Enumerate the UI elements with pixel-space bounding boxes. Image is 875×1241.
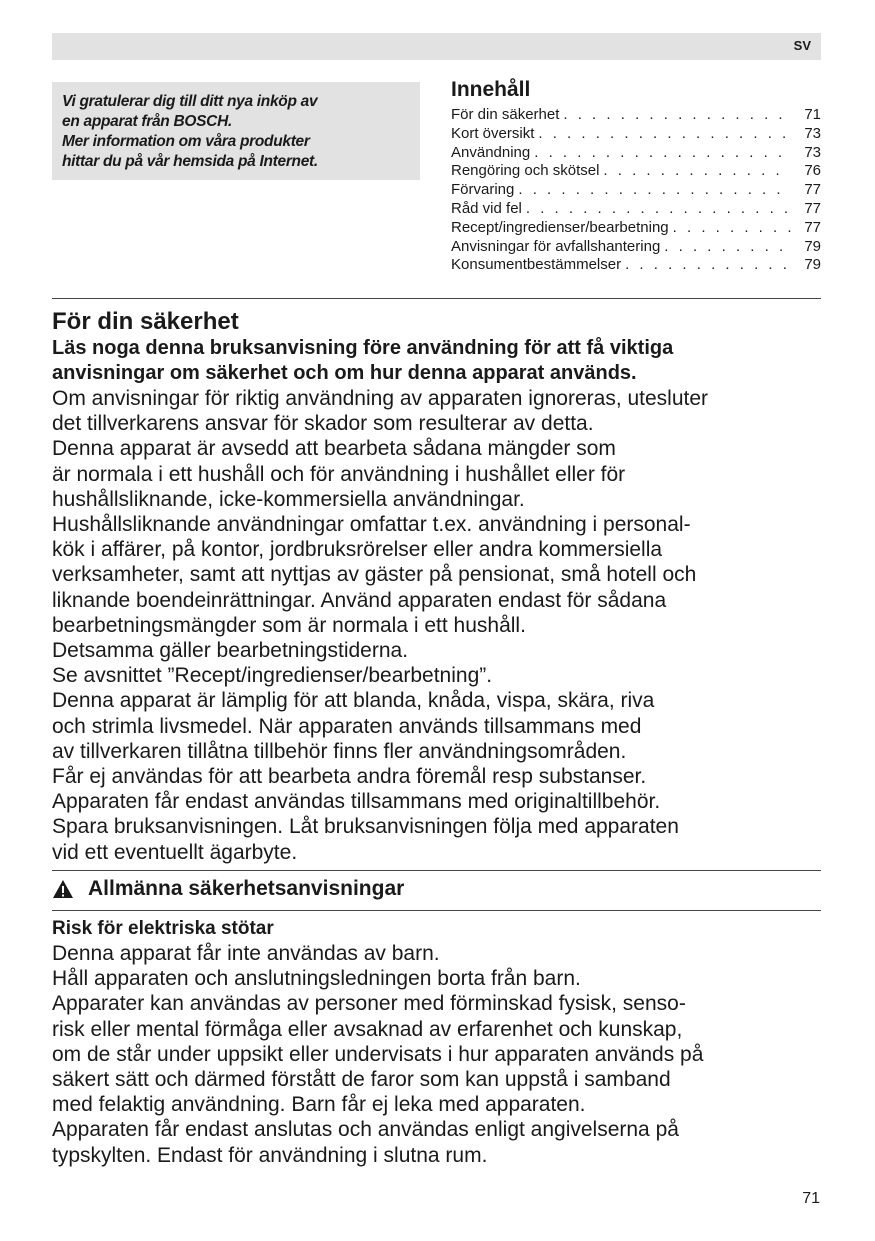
toc-item-page: 79 — [804, 237, 821, 255]
body-line: Denna apparat får inte användas av barn. — [52, 942, 440, 965]
toc-item-label: Användning — [451, 143, 531, 161]
toc-item-page: 73 — [804, 143, 821, 161]
lead-line: anvisningar om säkerhet och om hur denna apparat används. — [52, 362, 637, 384]
body-line: Detsamma gäller bearbetningstiderna. — [52, 639, 409, 663]
toc-item[interactable] — [451, 238, 821, 257]
intro-line: Mer information om våra produkter — [62, 133, 310, 150]
toc-leader — [664, 238, 791, 257]
toc-leader — [673, 219, 791, 238]
body-line: bearbetningsmängder som är normala i ett hushåll. — [52, 613, 526, 637]
toc-leader — [563, 106, 791, 125]
toc-item[interactable] — [451, 256, 821, 275]
toc-leader — [603, 162, 791, 181]
toc-item-label: Anvisningar för avfallshantering — [451, 237, 661, 255]
toc-leader — [534, 144, 791, 163]
toc-item[interactable] — [451, 200, 821, 219]
body-line: säkert sätt och därmed förstått de faror som kan uppstå i samband — [52, 1068, 671, 1092]
body-line: Håll apparaten och anslutningsledningen borta från barn. — [52, 967, 581, 991]
body-line: typskylten. Endast för användning i slutna rum. — [52, 1143, 488, 1167]
body-line: Denna apparat är lämplig för att blanda, knåda, vispa, skära, riva — [52, 689, 655, 713]
section-divider — [52, 910, 821, 911]
section-title: För din säkerhet — [52, 308, 239, 335]
toc-leader — [538, 125, 791, 144]
body-line: Apparaten får endast anslutas och användas enligt angivelserna på — [52, 1118, 679, 1142]
language-code: SV — [793, 38, 811, 53]
general-safety-title: Allmänna säkerhetsanvisningar — [88, 877, 405, 900]
section-divider — [52, 298, 821, 299]
warning-icon — [52, 879, 74, 899]
body-line: Se avsnittet ”Recept/ingredienser/bearbetning”. — [52, 664, 493, 688]
body-line: om de står under uppsikt eller undervisats i hur apparaten används på — [52, 1042, 704, 1066]
toc-item-page: 77 — [804, 181, 821, 199]
toc-item[interactable] — [451, 106, 821, 125]
body-line: hushållsliknande, icke-kommersiella användningar. — [52, 487, 525, 511]
body-line: liknande boendeinrättningar. Använd apparaten endast för sådana — [52, 588, 667, 612]
toc-item-page: 71 — [804, 106, 821, 123]
intro-box — [52, 82, 420, 180]
toc-leader — [625, 256, 791, 275]
toc-item-label: Konsumentbestämmelser — [451, 256, 622, 274]
toc-item[interactable] — [451, 125, 821, 144]
body-line: och strimla livsmedel. När apparaten används tillsammans med — [52, 714, 642, 738]
toc-item[interactable] — [451, 162, 821, 181]
toc-item-page: 76 — [804, 162, 821, 180]
page-number: 71 — [802, 1190, 820, 1207]
toc-item-page: 73 — [804, 124, 821, 142]
body-line: Får ej användas för att bearbeta andra föremål resp substanser. — [52, 765, 647, 789]
language-bar — [52, 33, 821, 60]
toc-item-page: 77 — [804, 218, 821, 236]
table-of-contents — [451, 78, 821, 275]
section-divider — [52, 870, 821, 871]
body-line: av tillverkaren tillåtna tillbehör finns fler användningsområden. — [52, 739, 627, 763]
toc-item-page: 79 — [804, 256, 821, 274]
general-safety-heading — [52, 873, 821, 905]
toc-leader — [526, 200, 791, 219]
subsection-title: Risk för elektriska stötar — [52, 918, 274, 939]
body-line: Om anvisningar för riktig användning av apparaten ignoreras, utesluter — [52, 387, 709, 410]
body-line: Denna apparat är avsedd att bearbeta sådana mängder som — [52, 437, 616, 461]
intro-line: hittar du på vår hemsida på Internet. — [62, 153, 318, 170]
toc-item[interactable] — [451, 181, 821, 200]
lead-line: Läs noga denna bruksanvisning före användning för att få viktiga — [52, 337, 674, 359]
body-line: Apparaten får endast användas tillsammans med originaltillbehör. — [52, 790, 661, 814]
intro-line: en apparat från BOSCH. — [62, 113, 232, 130]
body-line: är normala i ett hushåll och för användning i hushållet eller för — [52, 462, 626, 486]
body-line: verksamheter, samt att nyttjas av gäster på pensionat, små hotell och — [52, 563, 697, 587]
safety-section — [52, 308, 824, 865]
body-line: Spara bruksanvisningen. Låt bruksanvisningen följa med apparaten — [52, 815, 679, 839]
body-line: med felaktig användning. Barn får ej leka med apparaten. — [52, 1093, 586, 1117]
toc-item-label: Recept/ingredienser/bearbetning — [451, 218, 669, 236]
intro-line: Vi gratulerar dig till ditt nya inköp av — [62, 93, 318, 110]
body-line: vid ett eventuellt ägarbyte. — [52, 840, 298, 864]
body-line: det tillverkarens ansvar för skador som resulterar av detta. — [52, 412, 594, 436]
toc-title: Innehåll — [451, 78, 531, 101]
toc-item-label: Rengöring och skötsel — [451, 162, 600, 180]
body-line: Apparater kan användas av personer med förminskad fysisk, senso- — [52, 992, 686, 1016]
body-line: risk eller mental förmåga eller avsaknad av erfarenhet och kunskap, — [52, 1017, 683, 1041]
toc-item-label: Råd vid fel — [451, 199, 522, 217]
toc-item[interactable] — [451, 219, 821, 238]
toc-item-label: Förvaring — [451, 181, 515, 199]
toc-item-label: Kort översikt — [451, 124, 535, 142]
toc-item-label: För din säkerhet — [451, 106, 560, 123]
toc-item[interactable] — [451, 144, 821, 163]
body-line: Hushållsliknande användningar omfattar t.ex. användning i personal- — [52, 513, 691, 537]
toc-item-page: 77 — [804, 199, 821, 217]
body-line: kök i affärer, på kontor, jordbruksrörelser eller andra kommersiella — [52, 538, 663, 562]
general-section — [52, 917, 824, 1168]
toc-leader — [518, 181, 791, 200]
